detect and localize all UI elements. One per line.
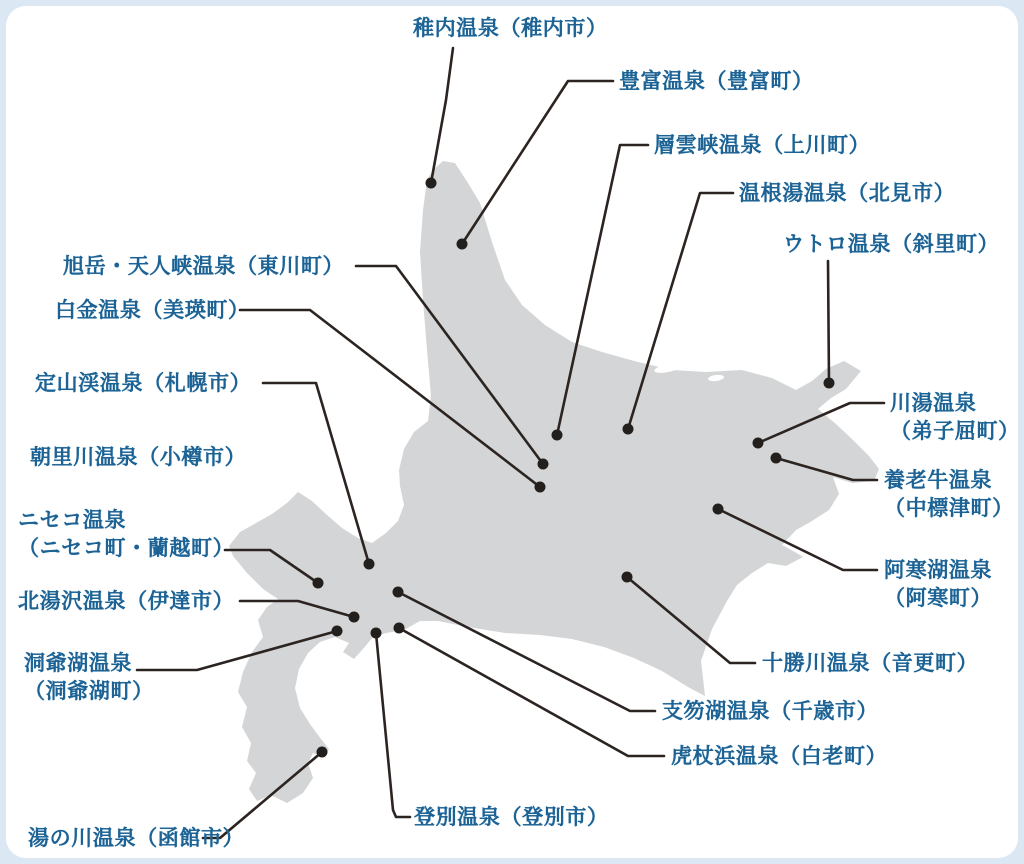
spring-label-utoro	[783, 231, 999, 259]
spring-label-text: 川湯温泉	[890, 392, 977, 415]
spring-label-yunokawa	[28, 825, 244, 853]
spring-dot-kitayuzawa	[349, 612, 360, 623]
spring-label-kojohama	[671, 743, 887, 771]
spring-label-text: （弟子屈町）	[890, 420, 1020, 443]
spring-dot-onneyu	[623, 424, 634, 435]
spring-label-asahidake	[63, 253, 344, 281]
spring-label-niseko	[18, 507, 234, 563]
spring-label-text: 湯の川温泉（函館市）	[28, 827, 245, 850]
spring-dot-niseko	[313, 578, 324, 589]
spring-label-text: ニセコ温泉	[18, 509, 127, 532]
spring-dot-utoro	[824, 378, 835, 389]
spring-dot-sounkyo	[552, 430, 563, 441]
spring-dot-kojohama	[394, 623, 405, 634]
spring-label-noboribetsu	[414, 804, 609, 832]
spring-label-sounkyo	[654, 132, 870, 160]
spring-label-text: 温根湯温泉（北見市）	[739, 182, 956, 205]
spring-label-text: 朝里川温泉（小樽市）	[30, 446, 247, 469]
spring-label-text: 北湯沢温泉（伊達市）	[18, 590, 235, 613]
spring-label-wakkanai	[413, 15, 608, 43]
spring-dot-toyotomi	[457, 239, 468, 250]
spring-label-text: 白金温泉（美瑛町）	[55, 299, 250, 322]
spring-label-kitayuzawa	[18, 588, 234, 616]
spring-dot-asahidake	[538, 459, 549, 470]
spring-label-text: （中標津町）	[884, 497, 1014, 520]
spring-label-text: 洞爺湖温泉	[24, 652, 133, 675]
spring-label-toyotomi	[619, 68, 814, 96]
spring-label-shirogane	[55, 297, 250, 325]
spring-label-text: 虎杖浜温泉（白老町）	[671, 745, 888, 768]
spring-label-text: 層雲峡温泉（上川町）	[654, 134, 871, 157]
spring-label-text: 豊富温泉（豊富町）	[619, 70, 814, 93]
spring-dot-toyako	[332, 626, 343, 637]
spring-label-akanko	[884, 557, 992, 613]
spring-dot-shikotsuko	[393, 587, 404, 598]
spring-label-shikotsuko	[662, 698, 878, 726]
leader-line-noboribetsu	[376, 633, 410, 817]
spring-label-text: 阿寒湖温泉	[884, 559, 993, 582]
spring-dot-wakkanai	[426, 178, 437, 189]
spring-label-text: 定山渓温泉（札幌市）	[35, 372, 252, 395]
spring-label-text: 稚内温泉（稚内市）	[413, 17, 608, 40]
spring-label-text: （ニセコ町・蘭越町）	[18, 537, 235, 560]
spring-label-yoroushi	[884, 467, 1014, 523]
spring-dot-jozankei	[364, 559, 375, 570]
spring-dot-yoroushi	[771, 453, 782, 464]
spring-label-text: 登別温泉（登別市）	[414, 806, 609, 829]
spring-label-text: 支笏湖温泉（千歳市）	[662, 700, 879, 723]
spring-dot-kawayu	[753, 438, 764, 449]
spring-label-toyako	[24, 650, 154, 706]
spring-label-text: ウトロ温泉（斜里町）	[783, 233, 1000, 256]
leader-line-utoro	[828, 261, 829, 383]
spring-label-kawayu	[890, 390, 1020, 446]
spring-label-text: （洞爺湖町）	[24, 680, 154, 703]
spring-label-text: 養老牛温泉	[884, 469, 993, 492]
spring-label-text: 十勝川温泉（音更町）	[762, 652, 979, 675]
spring-label-onneyu	[739, 180, 955, 208]
spring-dot-akanko	[713, 504, 724, 515]
spring-label-text: （阿寒町）	[884, 587, 993, 610]
spring-label-jozankei	[35, 370, 251, 398]
spring-dot-shirogane	[535, 482, 546, 493]
spring-label-tokachigawa	[762, 650, 978, 678]
spring-label-text: 旭岳・天人峡温泉（東川町）	[63, 255, 345, 278]
spring-dot-tokachigawa	[622, 572, 633, 583]
spring-label-asarigawa	[30, 444, 246, 472]
spring-dot-yunokawa	[317, 747, 328, 758]
spring-dot-noboribetsu	[371, 628, 382, 639]
